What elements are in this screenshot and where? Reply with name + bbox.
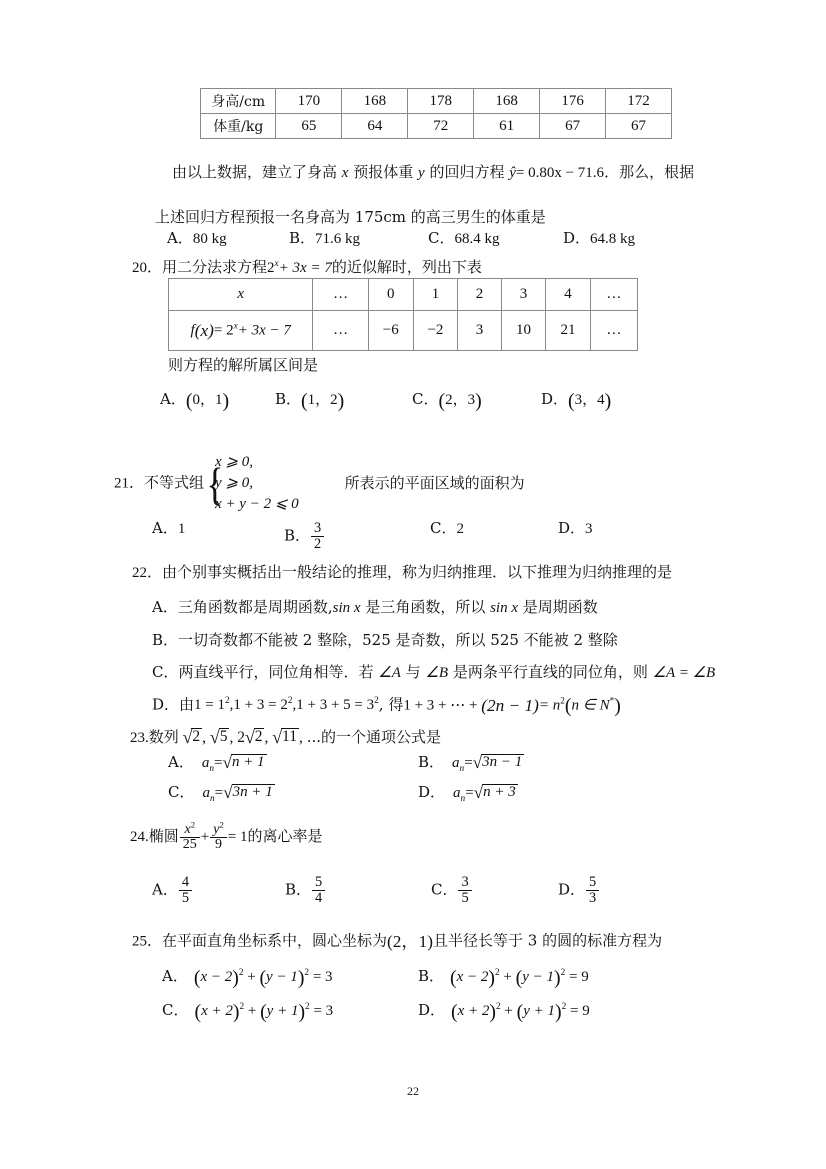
q19-yhat: ŷ	[509, 165, 516, 181]
q23-option-c-sub: n	[209, 794, 215, 804]
q23-option-a-label: A．	[168, 753, 194, 771]
q21-stem-a: 不等式组	[144, 473, 205, 492]
q24-option-a[interactable]	[152, 875, 193, 906]
q21-ineq-1: x ⩾ 0,	[215, 454, 254, 470]
q23-option-b-sub: n	[459, 764, 465, 774]
bisection-x-5: 4	[546, 279, 591, 311]
q20-option-c-close: )	[475, 390, 482, 413]
cell-height-1: 170	[276, 89, 342, 114]
q23-option-a-eq: =	[214, 755, 223, 771]
page-number: 22	[407, 1084, 419, 1098]
q24-stem-a: 椭圆	[148, 827, 179, 846]
q23-option-d[interactable]	[418, 784, 518, 802]
q22-option-c-p1: 两直线平行，同位角相等．若	[178, 663, 379, 681]
q25-option-a-label: A．	[162, 967, 188, 985]
q22-option-d-term: (2n − 1)	[481, 696, 539, 715]
q23-sequence-terms: √2 , √5 , 2√2 , √11 ,	[182, 727, 307, 748]
q25-option-c-label: C．	[162, 1001, 189, 1019]
q21-option-d-label: D．	[558, 519, 586, 537]
q19-option-a-text: 80 kg	[192, 231, 227, 247]
q19-option-b-label: B．	[289, 229, 316, 247]
q19-option-a[interactable]	[167, 231, 227, 248]
q19-option-c-label: C．	[428, 229, 455, 247]
q20-option-c-label: C．	[412, 390, 439, 408]
q21-option-d-text: 3	[585, 521, 593, 537]
q21-option-d[interactable]	[558, 521, 593, 538]
bisection-fx-0: …	[313, 311, 368, 351]
q22-option-c-label: C．	[152, 663, 179, 681]
q24-stem-b: 的离心率是	[247, 827, 323, 846]
q20-option-d-text: 3，4	[574, 392, 605, 408]
bisection-fx-3: 3	[458, 311, 501, 351]
q23-term-2: √5	[209, 727, 228, 748]
q19-stem-b: 预报体重	[348, 163, 418, 181]
bisection-fx-2: −2	[413, 311, 458, 351]
q20-prompt: 则方程的解所属区间是	[168, 356, 319, 374]
q19-stem-a: 由以上数据，建立了身高	[172, 163, 342, 181]
q22-option-b-label: B．	[152, 631, 179, 649]
q20-option-a-label: A．	[160, 390, 186, 408]
q22-option-a-label: A．	[152, 598, 178, 616]
q19-stem-line1	[172, 165, 694, 182]
q20-option-d-close: )	[604, 390, 612, 413]
cell-height-4: 168	[474, 89, 540, 114]
q21-option-c-label: C．	[430, 519, 457, 537]
q22-option-d-formula: $1 = 1^2,1 + 3 = 2^2,1 + 3 + 5 = 3^2$	[194, 696, 379, 714]
q19-option-c-text: 68.4 kg	[454, 231, 500, 247]
q23-option-d-eq: =	[465, 785, 474, 801]
fx-f: f	[190, 321, 195, 338]
q24-option-d-numerator: 5	[589, 874, 597, 890]
q23-term-4: √11	[272, 727, 297, 748]
q24-option-a-numerator: 4	[181, 874, 190, 890]
q24-option-a-fraction	[179, 875, 192, 906]
q22-option-a-sin2: sin x	[490, 600, 519, 616]
cell-height-6: 172	[606, 89, 672, 114]
q25-option-b-label: B．	[418, 967, 445, 985]
q25-option-d-label: D．	[418, 1001, 446, 1019]
q21-option-a-label: A．	[152, 519, 178, 537]
q22-option-d-label: D．	[152, 695, 180, 714]
q19-var-y: y	[418, 165, 425, 181]
q25-option-c-term1: x + 2	[201, 1003, 233, 1019]
cell-height-5: 176	[540, 89, 606, 114]
q20-option-d[interactable]	[541, 390, 612, 413]
q24-option-b-denominator: 4	[312, 890, 325, 906]
q25-stem-a: 在平面直角坐标系中，圆心坐标为	[162, 931, 388, 950]
q19-option-d-text: 64.8 kg	[590, 231, 636, 247]
q19-option-b[interactable]	[289, 231, 360, 248]
q24-option-c-numerator: 3	[461, 874, 469, 890]
q19-option-a-label: A．	[167, 229, 193, 247]
cell-weight-5: 67	[540, 114, 606, 139]
q20-option-b-text: 1，2	[307, 392, 338, 408]
cell-weight-1: 65	[276, 114, 342, 139]
q25-option-b-rhs: 9	[581, 969, 589, 985]
q19-stem-d: ．那么，根据	[604, 163, 695, 181]
q22-option-d-eqn: = n	[538, 697, 561, 714]
q20-stem-a: 用二分法求方程	[162, 258, 268, 276]
q24-option-d-fraction	[586, 875, 599, 906]
q22-stem-text: 由个别事实概括出一般结论的推理，称为归纳推理．以下推理为归纳推理的是	[162, 563, 673, 581]
q20-option-b[interactable]	[275, 390, 345, 413]
q25-option-b-term2: y − 1	[522, 969, 554, 985]
q23-option-a-radical: √n + 1	[222, 753, 265, 773]
q23-option-b-eq: =	[464, 755, 473, 771]
q22-option-c-conclusion: ∠A = ∠B	[652, 665, 716, 681]
q24-option-b-fraction	[312, 875, 325, 906]
q24-option-b-numerator: 5	[315, 874, 323, 890]
q22-option-b-text: 一切奇数都不能被 2 整除，525 是奇数，所以 525 不能被 2 整除	[178, 631, 618, 649]
q23-number: 23.	[130, 730, 149, 746]
q25-option-d-term2: y + 1	[523, 1003, 555, 1019]
q22-option-d-cond-open: (	[564, 695, 572, 718]
row-header-height: 身高/cm	[201, 89, 276, 114]
q24-fraction-x: $\frac{x^2}{25}$	[180, 823, 200, 853]
bisection-x-4: 3	[501, 279, 546, 311]
q23-stem	[130, 728, 441, 747]
q25-option-d-rhs: 9	[582, 1003, 590, 1019]
bisection-fx-1: −6	[368, 311, 413, 351]
q24-number: 24.	[130, 829, 149, 846]
q22-option-d-mid: , 得	[378, 695, 404, 714]
q22-option-c-p3: 是两条平行直线的同位角，则	[448, 663, 653, 681]
q24-option-b[interactable]	[285, 875, 326, 906]
q19-stem-line2: 上述回归方程预报一名身高为 175cm 的高三男生的体重是	[155, 208, 546, 226]
q20-stem	[132, 260, 482, 277]
q22-option-d-cond: n ∈ N	[571, 697, 610, 714]
bisection-x-0: …	[313, 279, 368, 311]
q19-option-c[interactable]	[428, 231, 499, 248]
q19-regression-equation: = 0.80x − 71.6	[515, 165, 605, 181]
q20-option-a-text: 0，1	[192, 392, 223, 408]
q19-stem-c: 的回归方程	[424, 163, 510, 181]
q20-stem-b: 的近似解时，列出下表	[331, 258, 482, 276]
q22-option-a-p3: 是周期函数	[518, 598, 598, 616]
q24-option-a-label: A．	[152, 880, 178, 899]
q24-fraction-y: $\frac{y^2}{9}$	[210, 823, 227, 853]
q21-option-b[interactable]	[284, 521, 325, 552]
bisection-row-header-x: x	[169, 279, 313, 311]
q23-option-c[interactable]	[168, 784, 275, 802]
q23-option-b-radical: √3n − 1	[472, 753, 523, 773]
q23-option-c-eq: =	[214, 785, 224, 801]
q22-option-c-angle-a: ∠A	[378, 665, 401, 681]
q21-number: 21．	[114, 475, 145, 492]
q20-equation: $2^x+ 3x = 7$	[267, 259, 332, 276]
q23-term-3: 2√2	[237, 727, 263, 748]
q20-option-a[interactable]	[160, 390, 230, 413]
q23-term-1: √2	[182, 727, 201, 748]
q19-option-d-label: D．	[563, 229, 591, 247]
q22-option-d-eqn-exp: 2	[560, 696, 565, 707]
fx-eq: = 2	[213, 321, 234, 338]
q24-option-a-denominator: 5	[179, 890, 192, 906]
q22-option-d-cond-star: *	[609, 696, 615, 707]
q19-var-x: x	[341, 165, 349, 181]
cell-weight-2: 64	[342, 114, 408, 139]
q23-option-a-sub: n	[209, 764, 214, 774]
q22-stem	[132, 565, 672, 582]
q22-option-c[interactable]	[152, 665, 715, 682]
q21-ineq-2: y ⩾ 0,	[215, 475, 254, 491]
q23-option-d-label: D．	[418, 783, 446, 801]
table-row	[201, 89, 672, 114]
q22-option-a-sin1: sin x	[332, 600, 361, 616]
q25-option-a[interactable]: A． $(x - 2)^2 + (y - 1)^2 = 3$	[162, 967, 333, 990]
q22-option-d-cond-close: )	[614, 695, 621, 718]
table-row	[169, 311, 638, 351]
q25-option-c-rhs: 3	[325, 1003, 334, 1019]
q23-option-c-label: C．	[168, 783, 195, 801]
q22-option-a-p1: 三角函数都是周期函数,	[177, 598, 333, 616]
cell-weight-6: 67	[606, 114, 672, 139]
table-row	[169, 279, 638, 311]
q21-ineq-3: x + y − 2 ⩽ 0	[215, 496, 299, 512]
q24-option-c-denominator: 5	[458, 890, 471, 906]
q23-option-c-radical: √3n + 1	[223, 783, 273, 803]
q20-option-b-open: (	[301, 390, 308, 413]
q21-option-c[interactable]	[430, 521, 464, 538]
q23-option-a[interactable]	[168, 754, 267, 772]
cell-height-3: 178	[408, 89, 474, 114]
q23-option-c-lhs: a	[202, 785, 210, 801]
q23-stem-b: ...的一个通项公式是	[306, 728, 442, 746]
q24-plus: +	[200, 829, 210, 846]
bisection-fx-4: 10	[501, 311, 546, 351]
q21-option-c-text: 2	[456, 521, 464, 537]
bisection-fx-6: …	[590, 311, 637, 351]
q23-option-d-lhs: a	[453, 785, 461, 801]
q20-option-d-open: (	[568, 390, 575, 413]
q25-stem-b: 且半径长等于 3 的圆的标准方程为	[433, 931, 663, 950]
q24-option-d-denominator: 3	[586, 890, 599, 906]
bisection-table	[168, 278, 638, 351]
q21-option-b-label: B．	[284, 526, 311, 545]
q22-option-d-sum: 1 + 3 + ⋯ +	[403, 697, 482, 714]
q25-option-a-term2: y − 1	[266, 969, 298, 985]
q21-option-a-text: 1	[177, 521, 186, 537]
q25-option-d-term1: x + 2	[457, 1003, 490, 1019]
q19-option-b-text: 71.6 kg	[315, 231, 361, 247]
q23-option-b[interactable]	[418, 754, 524, 772]
q23-option-c-radicand: 3n + 1	[232, 784, 273, 800]
q21-stem	[114, 452, 525, 515]
height-weight-table	[200, 88, 672, 139]
q20-option-b-close: )	[337, 390, 345, 413]
q20-option-c-open: (	[438, 390, 446, 413]
cell-height-2: 168	[342, 89, 408, 114]
bisection-x-6: …	[590, 279, 637, 311]
q25-option-d[interactable]: D． $(x + 2)^2 + (y + 1)^2 = 9$	[418, 1001, 590, 1024]
q25-number: 25．	[132, 933, 163, 950]
q22-option-c-angle-b: ∠B	[425, 665, 449, 681]
q24-option-c-label: C．	[431, 880, 458, 899]
q25-option-b-term1: x − 2	[456, 969, 489, 985]
q23-option-b-lhs: a	[452, 755, 460, 771]
q24-option-c[interactable]	[431, 875, 473, 906]
q21-option-b-numerator: 3	[314, 520, 322, 536]
q21-inequality-system	[204, 452, 299, 515]
q24-option-d[interactable]	[558, 875, 600, 906]
q24-option-c-fraction	[458, 875, 471, 906]
q21-option-b-denominator: 2	[311, 536, 324, 552]
q22-option-a[interactable]	[152, 600, 598, 617]
q19-option-d[interactable]	[563, 231, 635, 248]
q24-stem	[130, 819, 323, 853]
q24-option-b-label: B．	[285, 880, 312, 899]
q25-option-b[interactable]: B． $(x - 2)^2 + (y - 1)^2 = 9$	[418, 967, 589, 990]
row-header-weight: 体重/kg	[201, 114, 276, 139]
q20-option-d-label: D．	[541, 390, 569, 408]
table-row	[201, 114, 672, 139]
q23-option-a-radicand: n + 1	[231, 754, 265, 770]
q20-number: 20．	[132, 260, 163, 276]
q21-stem-b: 所表示的平面区域的面积为	[344, 473, 525, 492]
q21-option-b-fraction	[311, 521, 324, 552]
fx-rest: + 3x − 7	[237, 321, 291, 338]
q24-option-d-label: D．	[558, 880, 586, 899]
q20-option-a-open: (	[185, 390, 193, 413]
q20-option-c[interactable]	[412, 390, 482, 413]
q22-option-a-p2: 是三角函数，所以	[360, 598, 491, 616]
q25-center-coordinates: (2，1)	[387, 932, 434, 951]
fx-arg: (x)	[194, 320, 214, 340]
q23-stem-a: 数列	[148, 728, 179, 746]
q23-option-d-sub: n	[460, 794, 466, 804]
q22-option-d[interactable]	[152, 695, 621, 718]
bisection-x-2: 1	[413, 279, 458, 311]
q20-option-a-close: )	[222, 390, 230, 413]
q22-option-c-p2: 与	[400, 663, 426, 681]
q21-option-a[interactable]	[152, 521, 185, 538]
q25-option-a-term1: x − 2	[200, 969, 233, 985]
fx-exp: x	[233, 320, 238, 331]
q23-option-b-radicand: 3n − 1	[482, 754, 523, 770]
q20-option-b-label: B．	[275, 390, 302, 408]
q25-option-c-term2: y + 1	[266, 1003, 299, 1019]
bisection-row-header-fx	[169, 311, 313, 351]
q22-option-d-prefix: 由	[179, 695, 195, 714]
q24-equals-one: = 1	[227, 829, 248, 846]
bisection-fx-5: 21	[546, 311, 591, 351]
q25-option-c[interactable]: C． $(x + 2)^2 + (y + 1)^2 = 3$	[162, 1001, 334, 1024]
q22-option-b[interactable]	[152, 633, 618, 649]
q22-number: 22．	[132, 565, 163, 581]
cell-weight-3: 72	[408, 114, 474, 139]
left-brace-icon: {	[206, 457, 224, 509]
q25-option-a-rhs: 3	[325, 969, 333, 985]
q23-option-d-radical: √n + 3	[473, 783, 516, 803]
bisection-x-1: 0	[368, 279, 413, 311]
cell-weight-4: 61	[474, 114, 540, 139]
q23-option-d-radicand: n + 3	[483, 784, 516, 800]
q25-stem	[132, 933, 662, 951]
bisection-x-3: 2	[458, 279, 501, 311]
q20-option-c-text: 2，3	[445, 392, 476, 408]
q23-option-a-lhs: a	[201, 755, 210, 771]
q23-option-b-label: B．	[418, 753, 445, 771]
